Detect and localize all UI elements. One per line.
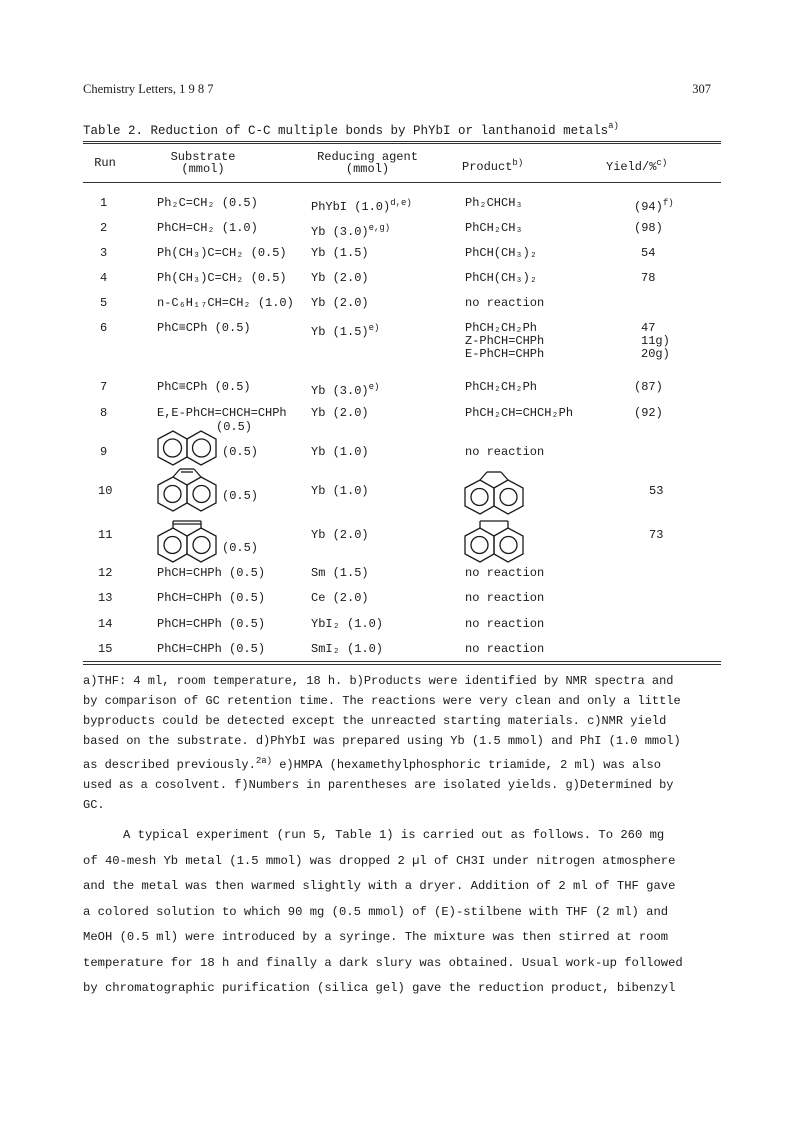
row-5-agent: Yb (2.0): [311, 296, 369, 310]
page-number: 307: [692, 82, 711, 96]
row-13-agent: Ce (2.0): [311, 591, 369, 605]
row-4-substrate: Ph(CH₃)C=CH₂ (0.5): [157, 271, 287, 285]
row-13-product: no reaction: [465, 591, 545, 605]
row-2-product: PhCH₂CH₃: [465, 221, 523, 235]
row-14-agent: YbI₂ (1.0): [311, 617, 384, 631]
row-3-substrate: Ph(CH₃)C=CH₂ (0.5): [157, 246, 287, 260]
row-9-substrate-amount: (0.5): [222, 445, 259, 459]
row-7-run: 7: [100, 380, 108, 394]
table-caption: [83, 121, 619, 138]
row-10-substrate-amount: (0.5): [222, 489, 259, 503]
row-7-agent-text: Yb (3.0): [311, 384, 369, 398]
row-14-product: no reaction: [465, 617, 545, 631]
row-12-substrate: PhCH=CHPh (0.5): [157, 566, 266, 580]
row-3-run: 3: [100, 246, 108, 260]
row-11-substrate-amount: (0.5): [222, 541, 259, 555]
row-12-agent: Sm (1.5): [311, 566, 369, 580]
row-7-yield: (87): [634, 380, 663, 394]
row-6-yield-1: 47: [641, 321, 656, 335]
row-7-product: PhCH₂CH₂Ph: [465, 380, 538, 394]
row-6-product-1: PhCH₂CH₂Ph: [465, 321, 538, 335]
row-3-product: PhCH(CH₃)₂: [465, 246, 538, 260]
header-yield-mark: c): [656, 158, 668, 168]
row-6-yield-2: 11g): [641, 334, 670, 348]
row-13-run: 13: [98, 591, 113, 605]
row-6-agent: [311, 322, 379, 338]
row-5-run: 5: [100, 296, 108, 310]
header-yield: [606, 157, 716, 173]
row-3-agent: Yb (1.5): [311, 246, 369, 260]
header-product-mark: b): [512, 158, 524, 168]
body-line-6: temperature for 18 h and finally a dark slury was obtained. Usual work-up followed: [83, 955, 683, 970]
row-4-product: PhCH(CH₃)₂: [465, 271, 538, 285]
journal-citation: Chemistry Letters, 1 9 8 7: [83, 82, 214, 96]
header-agent-unit: (mmol): [345, 162, 390, 176]
table-top-rule-2: [83, 143, 721, 144]
row-1-yield-mark: f): [662, 198, 674, 208]
row-10-yield: 53: [649, 484, 664, 498]
row-13-substrate: PhCH=CHPh (0.5): [157, 591, 266, 605]
row-2-run: 2: [100, 221, 108, 235]
body-line-1: A typical experiment (run 5, Table 1) is carried out as follows. To 260 mg: [123, 828, 665, 842]
row-11-run: 11: [98, 528, 113, 542]
caption-text: Table 2. Reduction of C-C multiple bonds by PhYbI or lanthanoid metals: [83, 124, 609, 138]
row-1-substrate: Ph₂C=CH₂ (0.5): [157, 196, 258, 210]
row-1-agent-mark: d,e): [390, 198, 412, 208]
footnote-line-5: [83, 751, 733, 775]
row-1-run: 1: [100, 196, 108, 210]
row-8-run: 8: [100, 406, 108, 420]
footnote-line-5-b: e)HMPA (hexamethylphosphoric triamide, 2 ml) was also: [272, 758, 661, 772]
row-10-run: 10: [98, 484, 113, 498]
table-header-rule: [83, 182, 721, 183]
row-6-product-3: E-PhCH=CHPh: [465, 347, 545, 361]
header-yield-label: Yield/%: [606, 160, 657, 174]
row-6-agent-text: Yb (1.5): [311, 325, 369, 339]
row-11-substrate-structure: [155, 518, 219, 566]
row-2-agent-mark: e,g): [368, 223, 391, 233]
header-substrate-label: Substrate: [170, 150, 236, 164]
row-9-run: 9: [100, 445, 108, 459]
row-8-product: PhCH₂CH=CHCH₂Ph: [465, 406, 574, 420]
header-substrate-unit: (mmol): [181, 162, 225, 176]
body-line-7: by chromatographic purification (silica gel) gave the reduction product, bibenzyl: [83, 981, 676, 995]
row-1-agent-text: PhYbI (1.0): [311, 200, 391, 214]
row-11-agent: Yb (2.0): [311, 528, 369, 542]
row-6-yields: [641, 322, 670, 361]
row-4-agent: Yb (2.0): [311, 271, 369, 285]
footnote-line-5-a: as described previously.: [83, 758, 256, 772]
row-2-yield: (98): [634, 221, 663, 235]
row-10-product-structure: [462, 470, 526, 518]
table-bottom-rule-2: [83, 664, 721, 665]
row-10-substrate-structure: [155, 467, 219, 515]
row-1-yield-text: (94): [634, 200, 663, 214]
row-7-agent-mark: e): [368, 382, 380, 392]
row-6-substrate: PhC≡CPh (0.5): [157, 321, 251, 335]
row-1-yield: [634, 197, 674, 213]
footnote-line-1: a)THF: 4 ml, room temperature, 18 h. b)Products were identified by NMR spectra and: [83, 674, 674, 688]
row-6-run: 6: [100, 321, 108, 335]
row-7-substrate: PhC≡CPh (0.5): [157, 380, 251, 394]
body-line-4: a colored solution to which 90 mg (0.5 mmol) of (E)-stilbene with THF (2 ml) and: [83, 904, 669, 919]
header-substrate: [148, 151, 258, 175]
row-5-substrate: n-C₆H₁₇CH=CH₂ (1.0): [157, 296, 294, 310]
row-3-yield: 54: [641, 246, 656, 260]
caption-footnote-mark: a): [608, 121, 619, 131]
row-11-yield: 73: [649, 528, 664, 542]
row-2-substrate: PhCH=CH₂ (1.0): [157, 221, 258, 235]
row-8-agent: Yb (2.0): [311, 406, 369, 420]
row-15-run: 15: [98, 642, 113, 656]
row-14-substrate: PhCH=CHPh (0.5): [157, 617, 266, 631]
row-1-agent: [311, 197, 412, 213]
body-line-2: of 40-mesh Yb metal (1.5 mmol) was dropped 2 µl of CH3I under nitrogen atmosphere: [83, 853, 676, 868]
row-15-agent: SmI₂ (1.0): [311, 642, 384, 656]
row-6-product-2: Z-PhCH=CHPh: [465, 334, 545, 348]
row-12-product: no reaction: [465, 566, 545, 580]
row-6-products: [465, 322, 544, 361]
running-head: [83, 82, 711, 100]
row-15-product: no reaction: [465, 642, 545, 656]
body-line-3: and the metal was then warmed slightly with a dryer. Addition of 2 ml of THF gave: [83, 879, 676, 893]
row-2-agent-text: Yb (3.0): [311, 225, 369, 239]
body-paragraph: [83, 823, 733, 1002]
row-10-agent: Yb (1.0): [311, 484, 369, 498]
row-8-substrate: E,E-PhCH=CHCH=CHPh: [157, 406, 287, 420]
row-8-substrate-amount: (0.5): [216, 420, 253, 434]
footnote-line-4: based on the substrate. d)PhYbI was prepared using Yb (1.5 mmol) and PhI (1.0 mmol): [83, 734, 681, 748]
header-agent: [305, 151, 430, 175]
header-product-label: Product: [462, 160, 513, 174]
row-7-agent: [311, 381, 379, 397]
row-1-product: Ph₂CHCH₃: [465, 196, 523, 210]
table-footnotes: [83, 671, 733, 815]
row-14-run: 14: [98, 617, 113, 631]
row-8-yield: (92): [634, 406, 663, 420]
row-6-agent-mark: e): [368, 323, 380, 333]
header-run: Run: [94, 156, 116, 170]
footnote-line-6: used as a cosolvent. f)Numbers in parentheses are isolated yields. g)Determined by: [83, 778, 674, 792]
row-4-run: 4: [100, 271, 108, 285]
header-product: [462, 157, 572, 173]
footnote-line-3: byproducts could be detected except the unreacted starting materials. c)NMR yield: [83, 714, 667, 728]
row-2-agent: [311, 222, 390, 238]
row-9-product: no reaction: [465, 445, 545, 459]
row-9-substrate-structure: [155, 427, 219, 471]
row-9-agent: Yb (1.0): [311, 445, 369, 459]
row-5-product: no reaction: [465, 296, 545, 310]
header-agent-label: Reducing agent: [317, 150, 418, 164]
footnote-reference-mark: 2a): [255, 756, 273, 766]
row-15-substrate: PhCH=CHPh (0.5): [157, 642, 266, 656]
row-12-run: 12: [98, 566, 113, 580]
row-11-product-structure: [462, 518, 526, 566]
body-line-5: MeOH (0.5 ml) were introduced by a syringe. The mixture was then stirred at room: [83, 930, 669, 944]
footnote-line-2: by comparison of GC retention time. The reactions were very clean and only a little: [83, 694, 681, 708]
footnote-line-7: GC.: [83, 798, 105, 812]
row-6-yield-3: 20g): [641, 347, 670, 361]
table-bottom-rule: [83, 661, 721, 662]
row-4-yield: 78: [641, 271, 656, 285]
table-top-rule: [83, 141, 721, 142]
